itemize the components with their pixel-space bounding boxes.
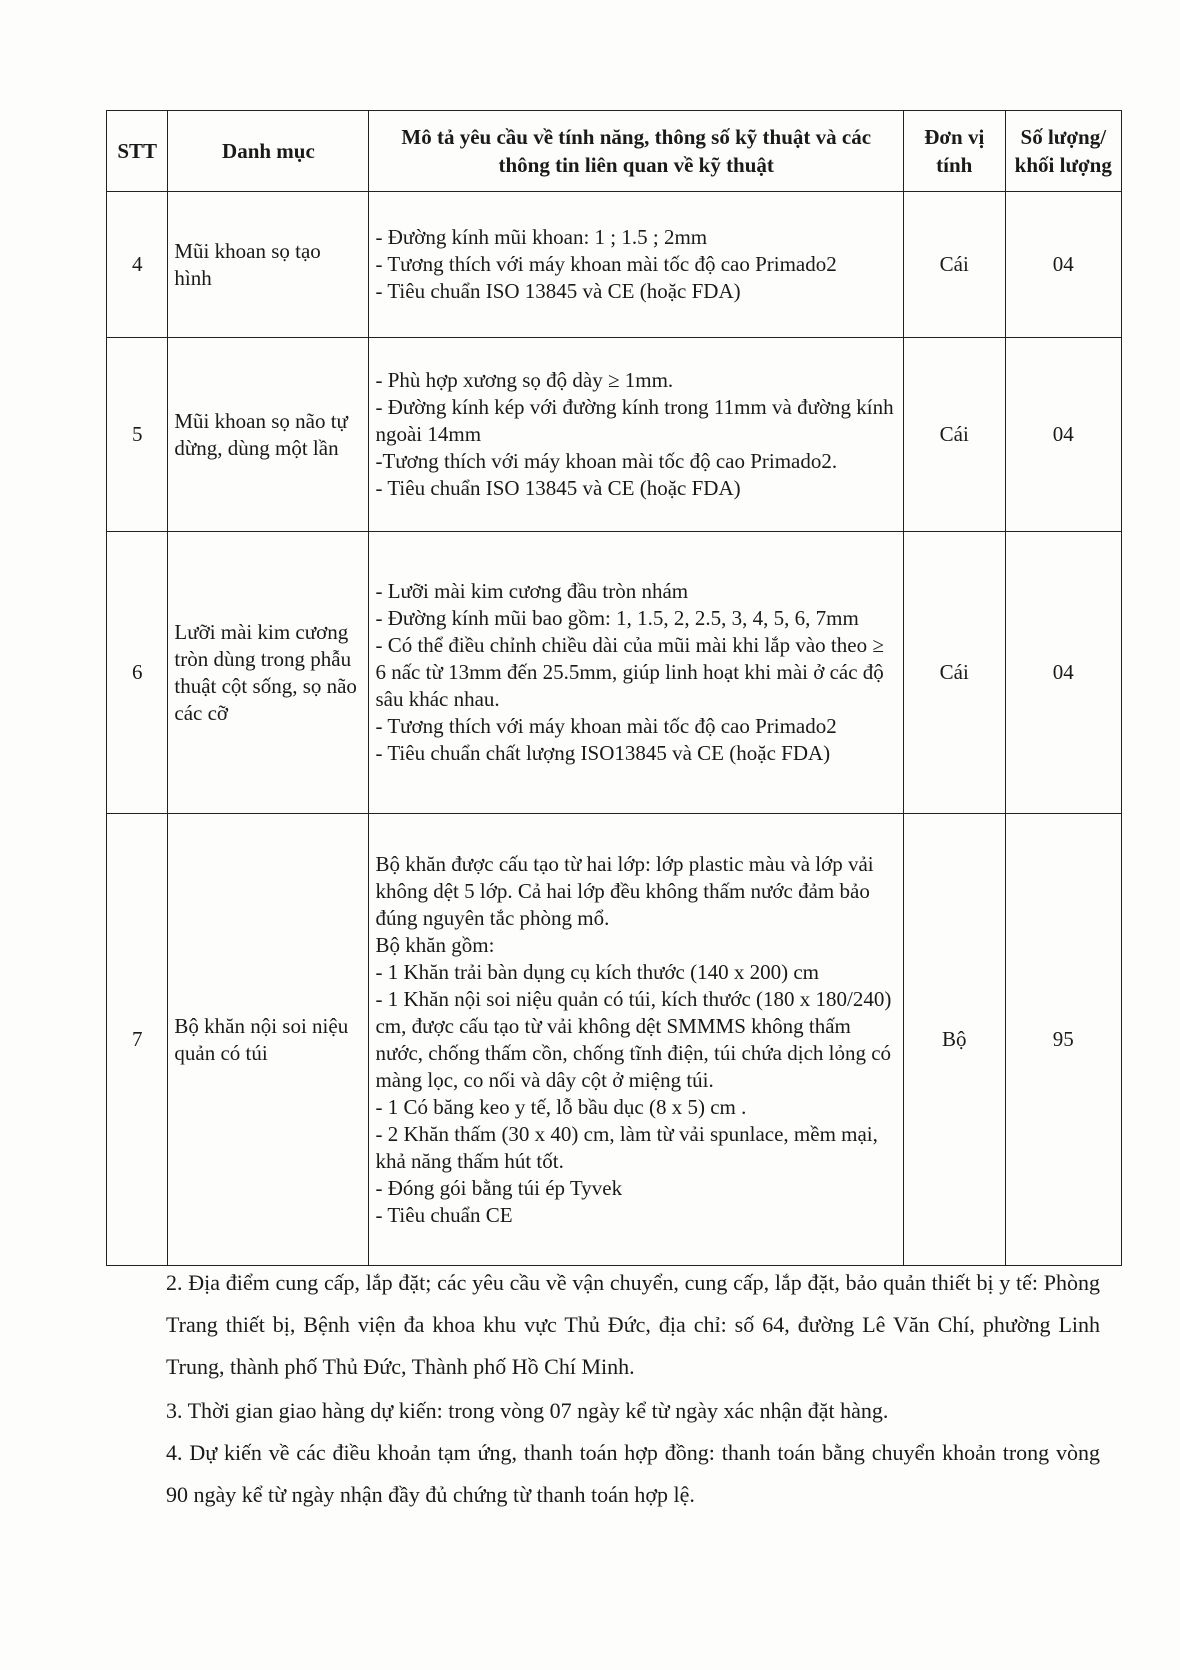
desc-line: - Đường kính kép với đường kính trong 11mm và đường kính ngoài 14mm (375, 395, 894, 446)
table-row (107, 532, 1122, 814)
desc-line: - Tiêu chuẩn chất lượng ISO13845 và CE (hoặc FDA) (375, 741, 831, 765)
desc-line: - 2 Khăn thấm (30 x 40) cm, làm từ vải spunlace, mềm mại, khả năng thấm hút tốt. (375, 1121, 878, 1173)
row-description (369, 338, 903, 532)
row-category: Bộ khăn nội soi niệu quản có túi (168, 814, 369, 1266)
row-category: Lưỡi mài kim cương tròn dùng trong phẫu thuật cột sống, sọ não các cỡ (168, 532, 369, 814)
row-description (369, 532, 903, 814)
desc-line: - Tiêu chuẩn ISO 13845 và CE (hoặc FDA) (375, 279, 741, 303)
header-category: Danh mục (168, 111, 369, 192)
row-quantity: 04 (1005, 532, 1121, 814)
row-category: Mũi khoan sọ tạo hình (168, 192, 369, 338)
desc-line: - Đường kính mũi khoan: 1 ; 1.5 ; 2mm (375, 225, 708, 249)
paragraph-delivery-location: 2. Địa điểm cung cấp, lắp đặt; các yêu cầu về vận chuyển, cung cấp, lắp đặt, bảo quản thiết bị y tế: Phòng Trang thiết bị, Bệnh viện đa khoa khu vực Thủ Đức, địa chỉ: số 64, đường Lê Văn Chí, phường Linh Trung, thành phố Thủ Đức, Thành phố Hồ Chí Minh. (166, 1270, 1100, 1379)
paragraph-payment-terms: 4. Dự kiến về các điều khoản tạm ứng, thanh toán hợp đồng: thanh toán bằng chuyển khoản trong vòng 90 ngày kể từ ngày nhận đầy đủ chứng từ thanh toán hợp lệ. (166, 1440, 1100, 1507)
desc-line: - Đường kính mũi bao gồm: 1, 1.5, 2, 2.5, 3, 4, 5, 6, 7mm (375, 606, 859, 630)
row-quantity: 04 (1005, 192, 1121, 338)
desc-line: - Đóng gói bằng túi ép Tyvek (375, 1175, 623, 1200)
desc-line: - Tương thích với máy khoan mài tốc độ cao Primado2 (375, 252, 837, 276)
table-row (107, 192, 1122, 338)
row-stt: 4 (107, 192, 168, 338)
row-quantity: 95 (1005, 814, 1121, 1266)
desc-line: - Tiêu chuẩn ISO 13845 và CE (hoặc FDA) (375, 476, 741, 500)
row-unit: Bộ (903, 814, 1005, 1266)
desc-line: Bộ khăn được cấu tạo từ hai lớp: lớp plastic màu và lớp vải không dệt 5 lớp. Cả hai lớp đều không thấm nước đảm bảo đúng nguyên tắc phòng mổ. (375, 851, 874, 930)
desc-line: - 1 Khăn nội soi niệu quản có túi, kích thước (180 x 180/240) cm, được cấu tạo từ vải không dệt SMMMS không thấm nước, chống thấm cồn, chống tĩnh điện, túi chứa dịch lỏng có màng lọc, co nối và dây cột ở miệng túi. (375, 986, 892, 1092)
row-description (369, 814, 903, 1266)
row-unit: Cái (903, 532, 1005, 814)
header-stt: STT (107, 111, 168, 192)
row-unit: Cái (903, 192, 1005, 338)
spec-table (106, 110, 1122, 1266)
desc-line: -Tương thích với máy khoan mài tốc độ cao Primado2. (375, 449, 838, 473)
row-quantity: 04 (1005, 338, 1121, 532)
table-row (107, 814, 1122, 1266)
desc-line: Bộ khăn gồm: (375, 932, 495, 957)
table-header-row (107, 111, 1122, 192)
table-row (107, 338, 1122, 532)
desc-line: - Tiêu chuẩn CE (375, 1202, 513, 1227)
paragraph-delivery-time: 3. Thời gian giao hàng dự kiến: trong vòng 07 ngày kể từ ngày xác nhận đặt hàng. (166, 1398, 889, 1423)
desc-line: - Lưỡi mài kim cương đầu tròn nhám (375, 579, 689, 603)
header-description: Mô tả yêu cầu về tính năng, thông số kỹ thuật và các thông tin liên quan về kỹ thuật (369, 111, 903, 192)
desc-line: - 1 Khăn trải bàn dụng cụ kích thước (140 x 200) cm (375, 959, 820, 984)
row-stt: 7 (107, 814, 168, 1266)
header-unit: Đơn vị tính (903, 111, 1005, 192)
row-stt: 6 (107, 532, 168, 814)
desc-line: - 1 Có băng keo y tế, lỗ bầu dục (8 x 5) cm . (375, 1094, 747, 1119)
row-unit: Cái (903, 338, 1005, 532)
header-quantity: Số lượng/ khối lượng (1005, 111, 1121, 192)
row-description (369, 192, 903, 338)
row-category: Mũi khoan sọ não tự dừng, dùng một lần (168, 338, 369, 532)
desc-line: - Có thể điều chỉnh chiều dài của mũi mài khi lắp vào theo ≥ 6 nấc từ 13mm đến 25.5mm, giúp linh hoạt khi mài ở các độ sâu khác nhau. (375, 633, 884, 711)
desc-line: - Phù hợp xương sọ độ dày ≥ 1mm. (375, 368, 674, 392)
desc-line: - Tương thích với máy khoan mài tốc độ cao Primado2 (375, 714, 837, 738)
row-stt: 5 (107, 338, 168, 532)
